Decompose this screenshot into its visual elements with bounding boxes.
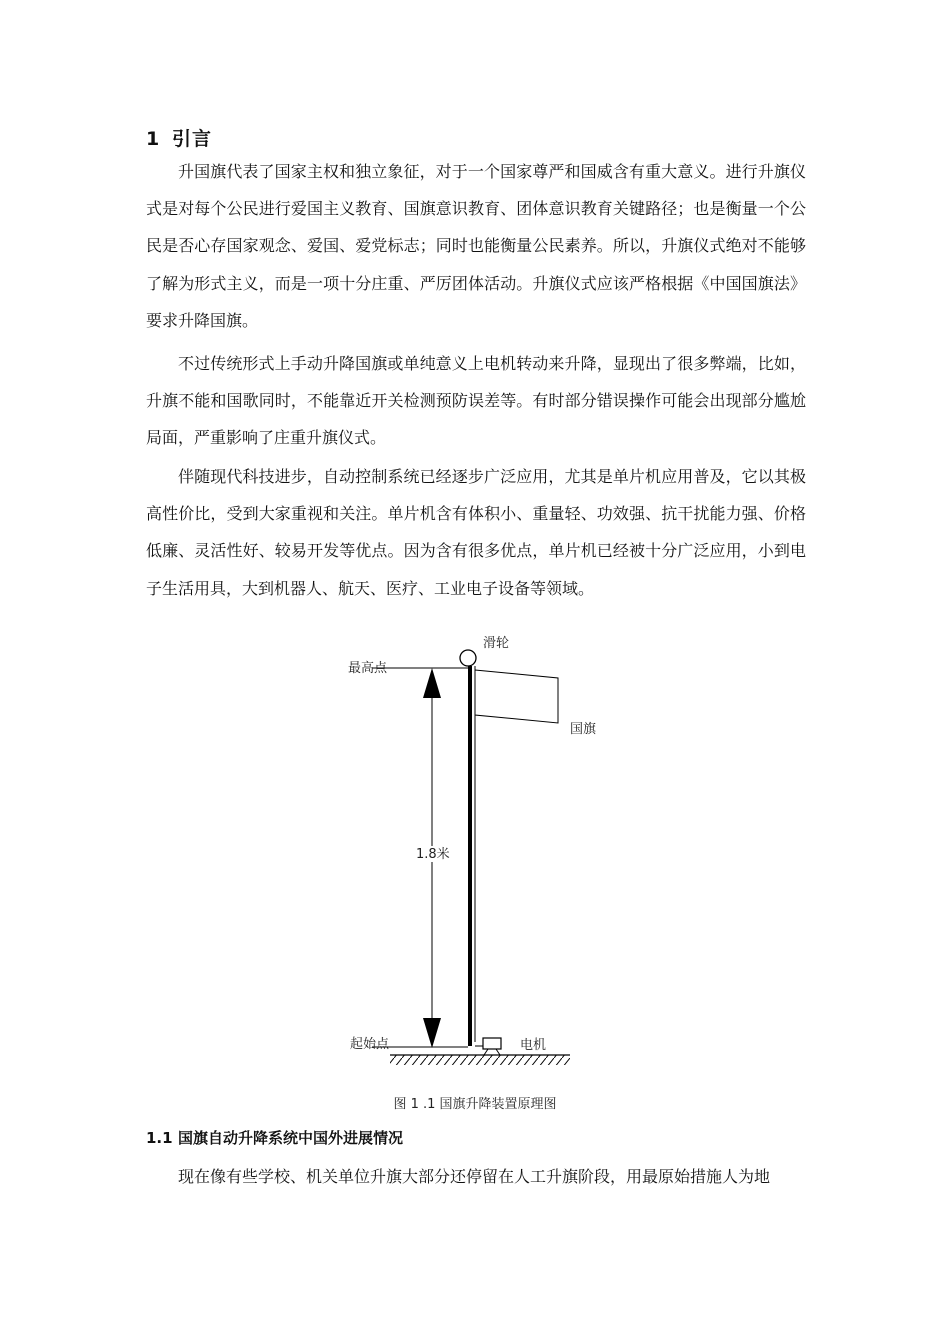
subsection-number: 1.1 <box>146 1129 173 1147</box>
label-top: 最高点 <box>348 661 388 676</box>
section-heading <box>146 124 212 151</box>
label-height: 1.8米 <box>416 847 450 862</box>
section-number: 1 <box>146 128 161 150</box>
label-start: 起始点 <box>350 1037 390 1052</box>
diagram-svg <box>330 628 620 1078</box>
motor-icon <box>475 1038 501 1055</box>
paragraph-3: 伴随现代科技进步，自动控制系统已经逐步广泛应用，尤其是单片机应用普及，它以其极高性价比，受到大家重视和关注。单片机含有体积小、重量轻、功效强、抗干扰能力强、价格低廉、灵活性好、较易开发等优点。因为含有很多优点，单片机已经被十分广泛应用，小到电子生活用具，大到机器人、航天、医疗、工业电子设备等领域。 <box>146 467 806 598</box>
figure-caption: 图 1 .1 国旗升降装置原理图 <box>393 1097 557 1112</box>
flag-pole <box>468 666 472 1046</box>
label-flag: 国旗 <box>570 722 597 737</box>
section-title: 引言 <box>172 128 213 150</box>
paragraph-2: 不过传统形式上手动升降国旗或单纯意义上电机转动来升降，显现出了很多弊端，比如，升旗不能和国歌同时，不能靠近开关检测预防误差等。有时部分错误操作可能会出现部分尴尬局面，严重影响了庄重升旗仪式。 <box>146 354 806 448</box>
pulley-icon <box>460 650 476 666</box>
subsection-heading <box>146 1127 403 1148</box>
arrow-down-head <box>423 1018 441 1048</box>
paragraph-1: 升国旗代表了国家主权和独立象征，对于一个国家尊严和国威含有重大意义。进行升旗仪式是对每个公民进行爱国主义教育、国旗意识教育、团体意识教育关键路径；也是衡量一个公民是否心存国家观念、爱国、爱党标志；同时也能衡量公民素养。所以，升旗仪式绝对不能够了解为形式主义，而是一项十分庄重、严厉团体活动。升旗仪式应该严格根据《中国国旗法》要求升降国旗。 <box>146 162 806 330</box>
subsection-title: 国旗自动升降系统中国外进展情况 <box>178 1129 404 1147</box>
label-pulley: 滑轮 <box>483 636 510 651</box>
flag-shape <box>475 670 558 723</box>
ground-hatch <box>390 1055 570 1065</box>
flag-device-diagram <box>330 628 620 1078</box>
arrow-up-head <box>423 668 441 698</box>
paragraph-4: 现在像有些学校、机关单位升旗大部分还停留在人工升旗阶段，用最原始措施人为地 <box>178 1167 771 1186</box>
label-motor: 电机 <box>520 1038 547 1053</box>
